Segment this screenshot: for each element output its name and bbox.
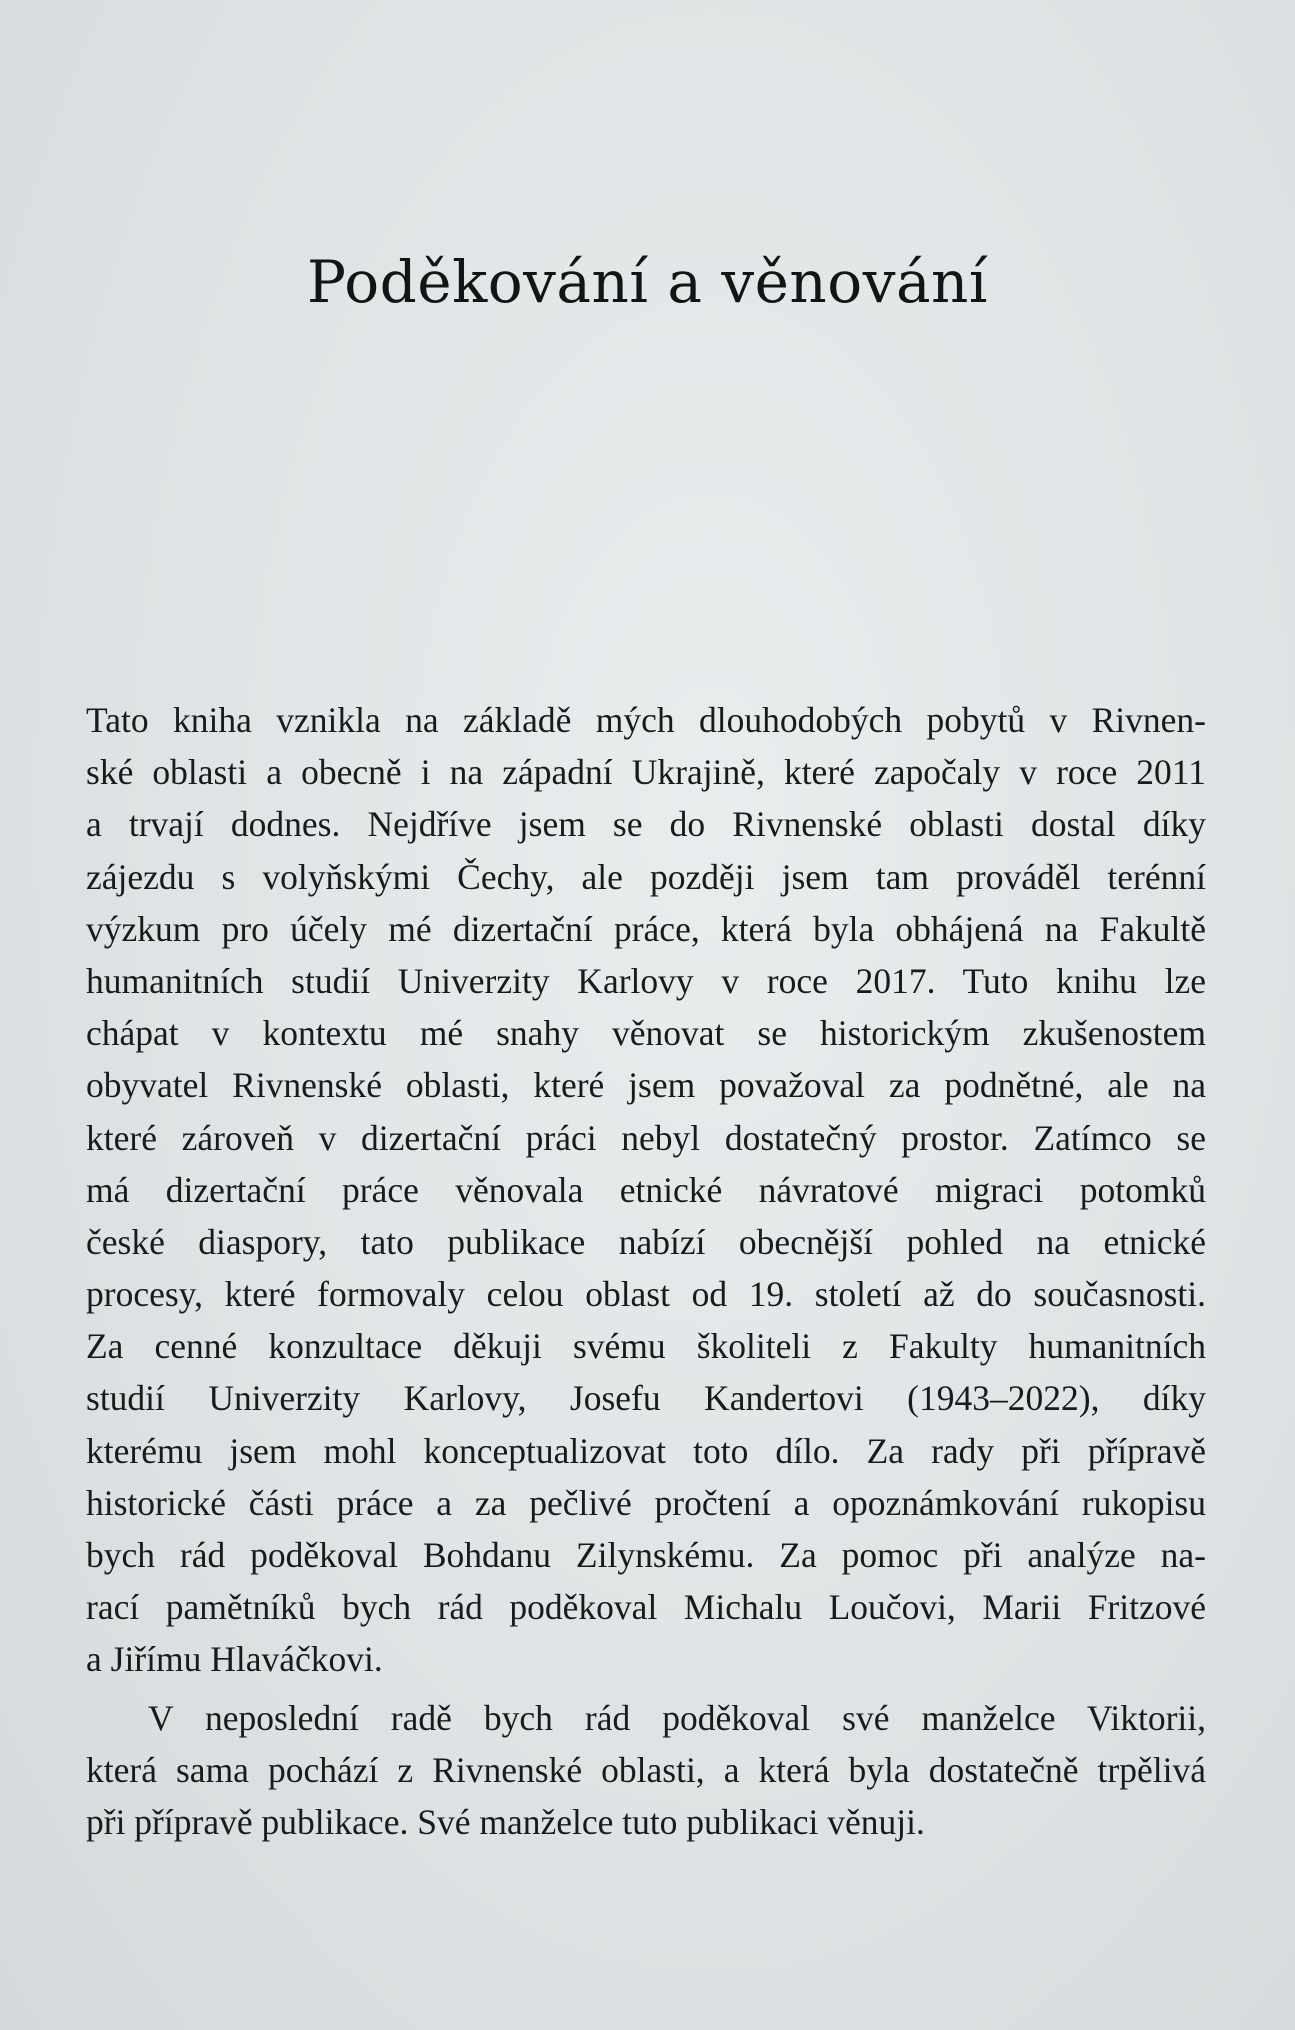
text-line: ské oblasti a obecně i na západní Ukrajině, které započaly v roce 2011 — [86, 752, 1206, 793]
text-line: Za cenné konzultace děkuji svému školiteli z Fakulty humanitních — [86, 1326, 1206, 1367]
text-line: humanitních studií Univerzity Karlovy v roce 2017. Tuto knihu lze — [86, 960, 1206, 1001]
text-line: historické části práce a za pečlivé pročtení a opoznámkování rukopisu — [86, 1482, 1206, 1523]
paragraph-1 — [86, 694, 1206, 1686]
text-line: a trvají dodnes. Nejdříve jsem se do Rivnenské oblasti dostal díky — [86, 804, 1206, 845]
text-line: Tato kniha vznikla na základě mých dlouhodobých pobytů v Rivnen- — [86, 700, 1206, 740]
text-line: obyvatel Rivnenské oblasti, které jsem považoval za podnětné, ale na — [86, 1065, 1206, 1106]
text-line: má dizertační práce věnovala etnické návratové migraci potomků — [86, 1169, 1206, 1210]
page-title: Poděkování a věnování — [307, 248, 988, 316]
text-line: která sama pochází z Rivnenské oblasti, a která byla dostatečně trpělivá — [86, 1749, 1206, 1790]
text-line: chápat v kontextu mé snahy věnovat se historickým zkušenostem — [86, 1013, 1206, 1054]
text-line: a Jiřímu Hlaváčkovi. — [86, 1639, 383, 1680]
acknowledgement-text — [86, 694, 1206, 1848]
text-line: zájezdu s volyňskými Čechy, ale později jsem tam prováděl terénní — [86, 856, 1206, 897]
text-line: studií Univerzity Karlovy, Josefu Kandertovi (1943–2022), díky — [86, 1378, 1206, 1419]
text-line: které zároveň v dizertační práci nebyl dostatečný prostor. Zatímco se — [86, 1117, 1206, 1158]
text-line: procesy, které formovaly celou oblast od 19. století až do současnosti. — [86, 1274, 1206, 1315]
text-line: bych rád poděkoval Bohdanu Zilynskému. Za pomoc při analýze na- — [86, 1535, 1206, 1575]
text-line: české diaspory, tato publikace nabízí obecnější pohled na etnické — [86, 1221, 1206, 1262]
text-line: výzkum pro účely mé dizertační práce, která byla obhájená na Fakultě — [86, 908, 1206, 949]
text-line: rací pamětníků bych rád poděkoval Michalu Loučovi, Marii Fritzové — [86, 1587, 1206, 1628]
paragraph-2 — [86, 1692, 1206, 1849]
text-line: V neposlední radě bych rád poděkoval své manželce Viktorii, — [148, 1697, 1206, 1738]
text-line: kterému jsem mohl konceptualizovat toto dílo. Za rady při přípravě — [86, 1430, 1206, 1471]
text-line: při přípravě publikace. Své manželce tuto publikaci věnuji. — [86, 1801, 925, 1842]
